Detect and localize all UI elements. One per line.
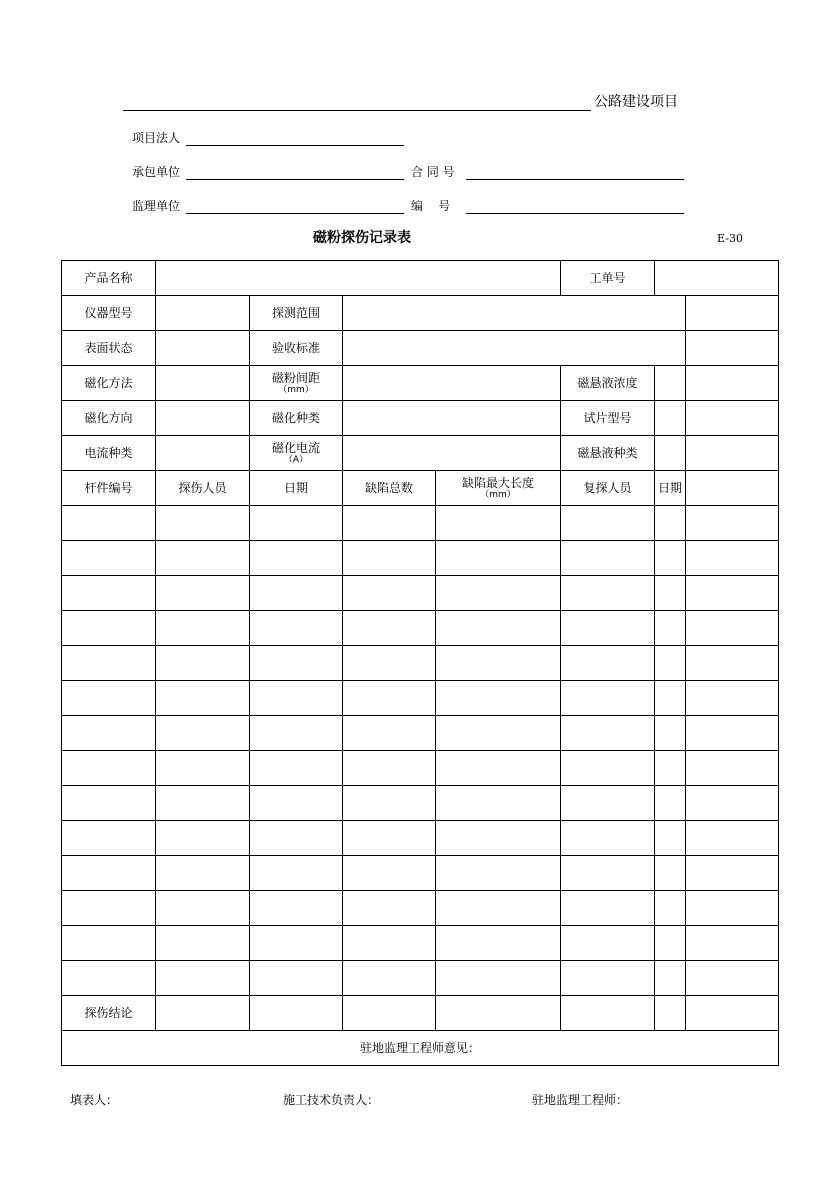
conclusion-label: 探伤结论: [62, 996, 156, 1031]
table-cell[interactable]: [250, 506, 343, 541]
job-no-label: 工单号: [561, 261, 655, 296]
table-cell[interactable]: [62, 821, 156, 856]
col-member-no: 杆件编号: [62, 471, 156, 506]
table-cell[interactable]: [250, 611, 343, 646]
table-cell[interactable]: [561, 541, 655, 576]
test-piece-model-cell[interactable]: [655, 401, 686, 436]
table-cell[interactable]: [686, 646, 779, 681]
table-cell[interactable]: [156, 541, 250, 576]
table-row: [62, 891, 779, 926]
table-cell[interactable]: [250, 646, 343, 681]
table-cell[interactable]: [655, 681, 686, 716]
magnetizing-current-cell[interactable]: [343, 436, 561, 471]
test-piece-model-label: 试片型号: [561, 401, 655, 436]
table-cell[interactable]: [655, 821, 686, 856]
table-cell[interactable]: [436, 891, 561, 926]
magnetizing-current-text: 磁化电流: [271, 441, 320, 455]
table-row: [62, 506, 779, 541]
instrument-extra-cell[interactable]: [686, 296, 779, 331]
table-cell[interactable]: [655, 926, 686, 961]
table-cell[interactable]: [655, 576, 686, 611]
table-cell[interactable]: [655, 611, 686, 646]
acceptance-standard-label: 验收标准: [250, 331, 343, 366]
table-cell[interactable]: [62, 576, 156, 611]
magnetization-method-label: 磁化方法: [62, 366, 156, 401]
table-cell[interactable]: [250, 821, 343, 856]
col-inspector: 探伤人员: [156, 471, 250, 506]
filled-by-label: 填表人：: [70, 1093, 119, 1107]
conclusion-cell-4[interactable]: [436, 996, 561, 1031]
table-cell[interactable]: [250, 716, 343, 751]
table-cell[interactable]: [436, 541, 561, 576]
table-cell[interactable]: [343, 576, 436, 611]
table-cell[interactable]: [686, 856, 779, 891]
table-cell[interactable]: [655, 506, 686, 541]
table-cell[interactable]: [436, 646, 561, 681]
direction-extra-cell[interactable]: [686, 401, 779, 436]
table-cell[interactable]: [686, 506, 779, 541]
table-cell[interactable]: [561, 961, 655, 996]
row-surface: [62, 331, 779, 366]
table-cell[interactable]: [561, 926, 655, 961]
table-cell[interactable]: [436, 786, 561, 821]
table-cell[interactable]: [436, 716, 561, 751]
table-cell[interactable]: [436, 506, 561, 541]
data-rows: [62, 506, 779, 996]
table-cell[interactable]: [655, 716, 686, 751]
conclusion-row: [62, 996, 779, 1031]
table-row: [62, 576, 779, 611]
table-cell[interactable]: [62, 611, 156, 646]
table-cell[interactable]: [62, 681, 156, 716]
serial-no-field[interactable]: [466, 213, 684, 214]
job-no-cell[interactable]: [655, 261, 779, 296]
product-name-cell[interactable]: [156, 261, 561, 296]
table-cell[interactable]: [686, 716, 779, 751]
contract-no-label: 合 同 号: [411, 165, 455, 179]
current-type-cell[interactable]: [156, 436, 250, 471]
max-defect-length-text: 缺陷最大长度: [461, 476, 534, 490]
col-date2: 日期: [655, 471, 686, 506]
table-cell[interactable]: [250, 541, 343, 576]
project-suffix: 公路建设项目: [594, 94, 678, 110]
table-cell[interactable]: [436, 821, 561, 856]
magnetization-method-extra-cell[interactable]: [686, 366, 779, 401]
engineer-opinion-row: [62, 1031, 779, 1066]
magnetization-direction-cell[interactable]: [156, 401, 250, 436]
table-cell[interactable]: [655, 541, 686, 576]
table-cell[interactable]: [62, 541, 156, 576]
table-cell[interactable]: [343, 751, 436, 786]
table-cell[interactable]: [561, 751, 655, 786]
table-cell[interactable]: [343, 926, 436, 961]
inspection-range-label: 探测范围: [250, 296, 343, 331]
table-cell[interactable]: [156, 891, 250, 926]
magnetic-spacing-cell[interactable]: [343, 366, 561, 401]
table-cell[interactable]: [561, 786, 655, 821]
table-cell[interactable]: [343, 856, 436, 891]
table-cell[interactable]: [250, 856, 343, 891]
row-current: [62, 436, 779, 471]
table-cell[interactable]: [686, 611, 779, 646]
table-cell[interactable]: [62, 646, 156, 681]
instrument-model-label: 仪器型号: [62, 296, 156, 331]
table-cell[interactable]: [343, 891, 436, 926]
table-row: [62, 926, 779, 961]
table-cell[interactable]: [343, 821, 436, 856]
surface-condition-cell[interactable]: [156, 331, 250, 366]
contract-no-field[interactable]: [466, 179, 684, 180]
table-cell[interactable]: [156, 506, 250, 541]
table-cell[interactable]: [343, 611, 436, 646]
magnetization-method-cell[interactable]: [156, 366, 250, 401]
table-cell[interactable]: [561, 646, 655, 681]
table-cell[interactable]: [436, 576, 561, 611]
table-row: [62, 786, 779, 821]
conclusion-cell-5[interactable]: [561, 996, 655, 1031]
engineer-opinion-cell[interactable]: 驻地监理工程师意见：: [62, 1031, 779, 1066]
table-cell[interactable]: [62, 786, 156, 821]
table-cell[interactable]: [156, 646, 250, 681]
table-cell[interactable]: [250, 891, 343, 926]
serial-no-label: 编 号: [411, 199, 451, 213]
table-cell[interactable]: [686, 541, 779, 576]
table-cell[interactable]: [62, 506, 156, 541]
table-cell[interactable]: [561, 856, 655, 891]
table-cell[interactable]: [62, 856, 156, 891]
table-row: [62, 961, 779, 996]
product-name-label: 产品名称: [62, 261, 156, 296]
magnetizing-current-unit: （A）: [283, 455, 309, 465]
table-cell[interactable]: [156, 576, 250, 611]
resident-engineer-label: 驻地监理工程师：: [532, 1093, 629, 1107]
table-cell[interactable]: [436, 961, 561, 996]
row-instrument: [62, 296, 779, 331]
acceptance-standard-cell[interactable]: [343, 331, 686, 366]
contractor-label: 承包单位: [132, 165, 181, 179]
table-cell[interactable]: [686, 821, 779, 856]
table-cell[interactable]: [686, 961, 779, 996]
table-cell[interactable]: [156, 961, 250, 996]
row-magnetization-direction: [62, 401, 779, 436]
suspension-type-cell[interactable]: [655, 436, 686, 471]
table-cell[interactable]: [686, 576, 779, 611]
conclusion-cell-6[interactable]: [655, 996, 686, 1031]
supervisor-label: 监理单位: [132, 199, 181, 213]
table-cell[interactable]: [250, 926, 343, 961]
surface-condition-label: 表面状态: [62, 331, 156, 366]
table-cell[interactable]: [250, 786, 343, 821]
magnetic-spacing-unit: （mm）: [278, 385, 314, 395]
table-cell[interactable]: [343, 541, 436, 576]
col-extra: [686, 471, 779, 506]
table-cell[interactable]: [655, 961, 686, 996]
table-cell[interactable]: [436, 681, 561, 716]
table-cell[interactable]: [436, 611, 561, 646]
inspection-table: [61, 260, 779, 1066]
table-cell[interactable]: [343, 681, 436, 716]
table-cell[interactable]: [250, 576, 343, 611]
table-row: [62, 856, 779, 891]
table-cell[interactable]: [436, 856, 561, 891]
current-extra-cell[interactable]: [686, 436, 779, 471]
table-cell[interactable]: [62, 926, 156, 961]
table-row: [62, 751, 779, 786]
conclusion-cell-7[interactable]: [686, 996, 779, 1031]
table-cell[interactable]: [686, 891, 779, 926]
row-magnetization-method: [62, 366, 779, 401]
table-cell[interactable]: [250, 751, 343, 786]
current-type-label: 电流种类: [62, 436, 156, 471]
table-cell[interactable]: [62, 891, 156, 926]
project-name-line: [123, 110, 591, 111]
table-cell[interactable]: [436, 751, 561, 786]
legal-person-label: 项目法人: [132, 131, 181, 145]
suspension-type-label: 磁悬液种类: [561, 436, 655, 471]
table-row: [62, 541, 779, 576]
table-cell[interactable]: [62, 716, 156, 751]
row-product: [62, 261, 779, 296]
legal-person-field[interactable]: [186, 145, 404, 146]
conclusion-cell-3[interactable]: [343, 996, 436, 1031]
table-cell[interactable]: [561, 716, 655, 751]
max-defect-length-unit: （mm）: [480, 490, 516, 500]
table-row: [62, 646, 779, 681]
magnetization-type-cell[interactable]: [343, 401, 561, 436]
form-title: 磁粉探伤记录表: [313, 230, 411, 246]
table-cell[interactable]: [561, 506, 655, 541]
col-date: 日期: [250, 471, 343, 506]
table-cell[interactable]: [62, 961, 156, 996]
table-cell[interactable]: [436, 926, 561, 961]
conclusion-cell-2[interactable]: [250, 996, 343, 1031]
table-row: [62, 821, 779, 856]
surface-extra-cell[interactable]: [686, 331, 779, 366]
construction-tech-lead-label: 施工技术负责人：: [283, 1093, 380, 1107]
table-cell[interactable]: [561, 891, 655, 926]
table-cell[interactable]: [561, 611, 655, 646]
table-cell[interactable]: [655, 751, 686, 786]
table-cell[interactable]: [561, 821, 655, 856]
magnetic-spacing-label: [250, 366, 343, 401]
col-max-defect-length: [436, 471, 561, 506]
table-cell[interactable]: [250, 681, 343, 716]
table-cell[interactable]: [655, 891, 686, 926]
table-cell[interactable]: [156, 821, 250, 856]
table-cell[interactable]: [62, 751, 156, 786]
table-cell[interactable]: [655, 786, 686, 821]
col-reinspector: 复探人员: [561, 471, 655, 506]
contractor-field[interactable]: [186, 179, 404, 180]
suspension-concentration-cell[interactable]: [655, 366, 686, 401]
col-total-defects: 缺陷总数: [343, 471, 436, 506]
table-row: [62, 611, 779, 646]
table-row: [62, 716, 779, 751]
table-cell[interactable]: [156, 716, 250, 751]
table-cell[interactable]: [343, 646, 436, 681]
table-cell[interactable]: [655, 646, 686, 681]
table-cell[interactable]: [343, 961, 436, 996]
table-cell[interactable]: [655, 856, 686, 891]
table-cell[interactable]: [686, 786, 779, 821]
instrument-model-cell[interactable]: [156, 296, 250, 331]
table-cell[interactable]: [343, 506, 436, 541]
table-cell[interactable]: [156, 926, 250, 961]
table-cell[interactable]: [156, 751, 250, 786]
suspension-concentration-label: 磁悬液浓度: [561, 366, 655, 401]
table-cell[interactable]: [156, 786, 250, 821]
column-header-row: [62, 471, 779, 506]
magnetizing-current-label: [250, 436, 343, 471]
inspection-range-cell[interactable]: [343, 296, 686, 331]
table-row: [62, 681, 779, 716]
table-cell[interactable]: [686, 751, 779, 786]
table-cell[interactable]: [156, 611, 250, 646]
table-cell[interactable]: [343, 716, 436, 751]
table-cell[interactable]: [343, 786, 436, 821]
table-cell[interactable]: [250, 961, 343, 996]
table-cell[interactable]: [561, 681, 655, 716]
table-cell[interactable]: [156, 856, 250, 891]
supervisor-field[interactable]: [186, 213, 404, 214]
magnetization-type-label: 磁化种类: [250, 401, 343, 436]
table-cell[interactable]: [561, 576, 655, 611]
magnetic-spacing-text: 磁粉间距: [271, 371, 320, 385]
magnetization-direction-label: 磁化方向: [62, 401, 156, 436]
form-code: E-30: [717, 232, 743, 245]
table-cell[interactable]: [156, 681, 250, 716]
conclusion-cell-1[interactable]: [156, 996, 250, 1031]
table-cell[interactable]: [686, 681, 779, 716]
table-cell[interactable]: [686, 926, 779, 961]
